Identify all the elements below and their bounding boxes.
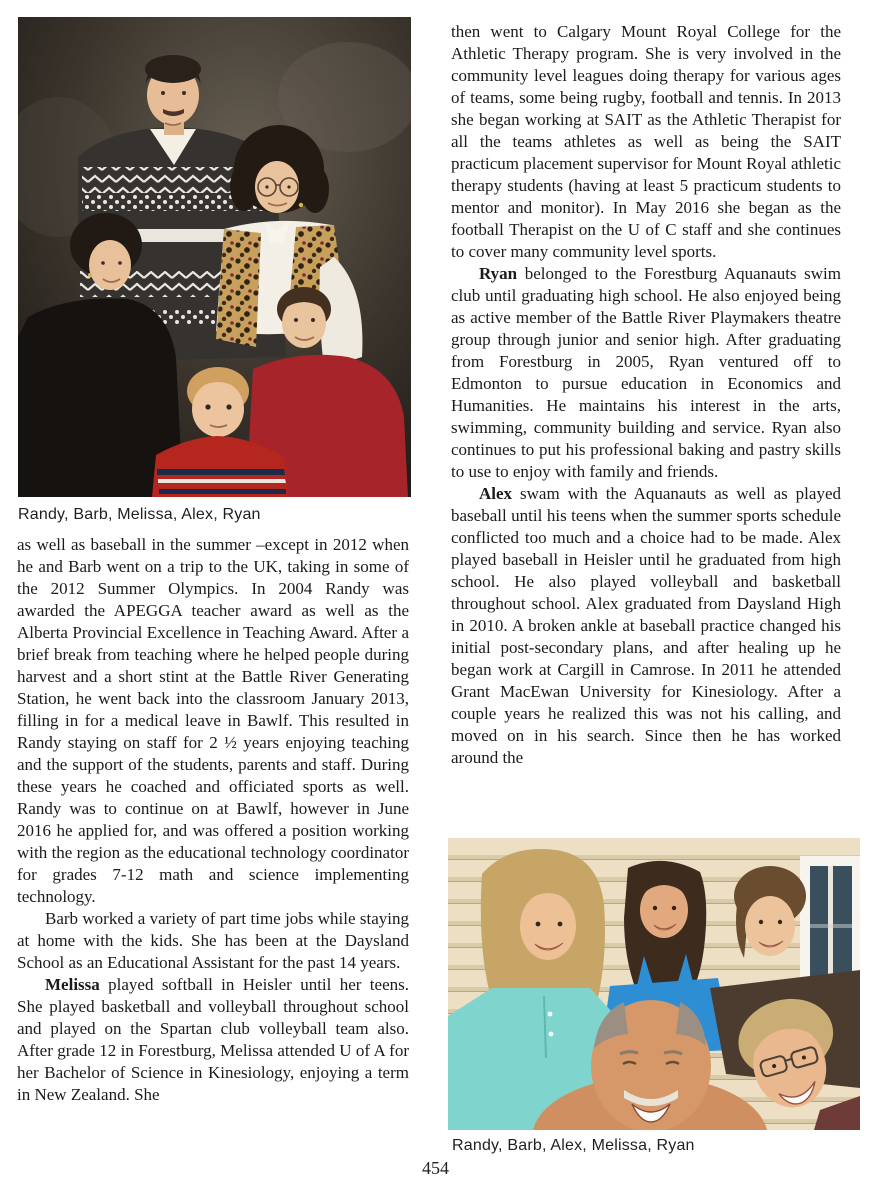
paragraph: Alex swam with the Aquanauts as well as played baseball until his teens when the summer sports schedule conflicted too much and a choice had to be made. Alex played baseball in Heisler until he graduated from high school. He also played volleyball and basketball throughout school. Alex graduated from Daysland High in 2010. A broken ankle at baseball practice changed his initial post-secondary plans, and after healing up he began work at Cargill in Camrose. In 2011 he attended Grant MacEwan University for Kinesiology. After a couple years he realized this was not his calling, and moved on in his search. Since then he has worked around the: [451, 484, 841, 767]
paragraph: Melissa played softball in Heisler until her teens. She played basketball and volleyball throughout school and played on the Spartan club volleyball team also. After grade 12 in Forestburg, Melissa attended U of A for her Bachelor of Science in Kinesiology, enjoying a term in New Zealand. She: [17, 975, 409, 1104]
paragraph: Barb worked a variety of part time jobs while staying at home with the kids. She has been at the Daysland School as an Educational Assistant for the past 14 years.: [17, 909, 409, 972]
page-number: 454: [422, 1158, 449, 1178]
paragraph: as well as baseball in the summer –except in 2012 when he and Barb went on a trip to the UK, taking in some of the 2012 Summer Olympics. In 2004 Randy was awarded the APEGGA teacher award as well as the Alberta Provincial Excellence in Teaching Award. After a brief break from teaching where he helped people during harvest and a short stint at the Battle River Generating Station, he went back into the classroom January 2013, filling in for a medical leave in Bawlf. This resulted in Randy staying on staff for 2 ½ years enjoying teaching and the support of the students, parents and staff. During these years he coached and officiated sports as well. Randy was to continue on at Bawlf, however in June 2016 he applied for, and was offered a position working with the region as the educational technology coordinator for grades 7-12 math and science implementing technology.: [17, 535, 409, 906]
paragraph: Ryan belonged to the Forestburg Aquanauts swim club until graduating high school. He also enjoyed being as active member of the Battle River Playmakers theatre group through junior and senior high. After graduating from Forestburg in 2005, Ryan ventured off to Edmonton to pursue education in Economics and Humanities. He maintains his interest in the arts, swimming, community building and service. Ryan also continues to put his professional baking and pastry skills to use to enjoy with family and friends.: [451, 264, 841, 481]
outdoor-family-selfie-photo: [448, 838, 860, 1130]
photo-caption-top: Randy, Barb, Melissa, Alex, Ryan: [18, 506, 261, 523]
paragraph: then went to Calgary Mount Royal College for the Athletic Therapy program. She is very involved in the community level leagues doing therapy for various ages of teams, some being rugby, football and tennis. In 2013 she began working at SAIT as the Athletic Therapist for all the teams athletes as well as being the SAIT practicum placement supervisor for Mount Royal athletic therapy students (having at least 5 practicum students to mentor and monitor). In May 2016 she began as the football Therapist on the U of C staff and she continues to cover many community level sports.: [451, 22, 841, 261]
paragraph-lead-name: Melissa: [45, 975, 100, 994]
paragraph-lead-name: Alex: [479, 484, 513, 503]
right-column: [451, 21, 841, 769]
photo-caption-bottom: Randy, Barb, Alex, Melissa, Ryan: [452, 1137, 695, 1154]
studio-portrait-art: [18, 17, 411, 497]
selfie-art: [448, 838, 860, 1130]
studio-family-portrait-photo: [18, 17, 411, 497]
paragraph-lead-name: Ryan: [479, 264, 518, 283]
left-column: [17, 534, 409, 1106]
